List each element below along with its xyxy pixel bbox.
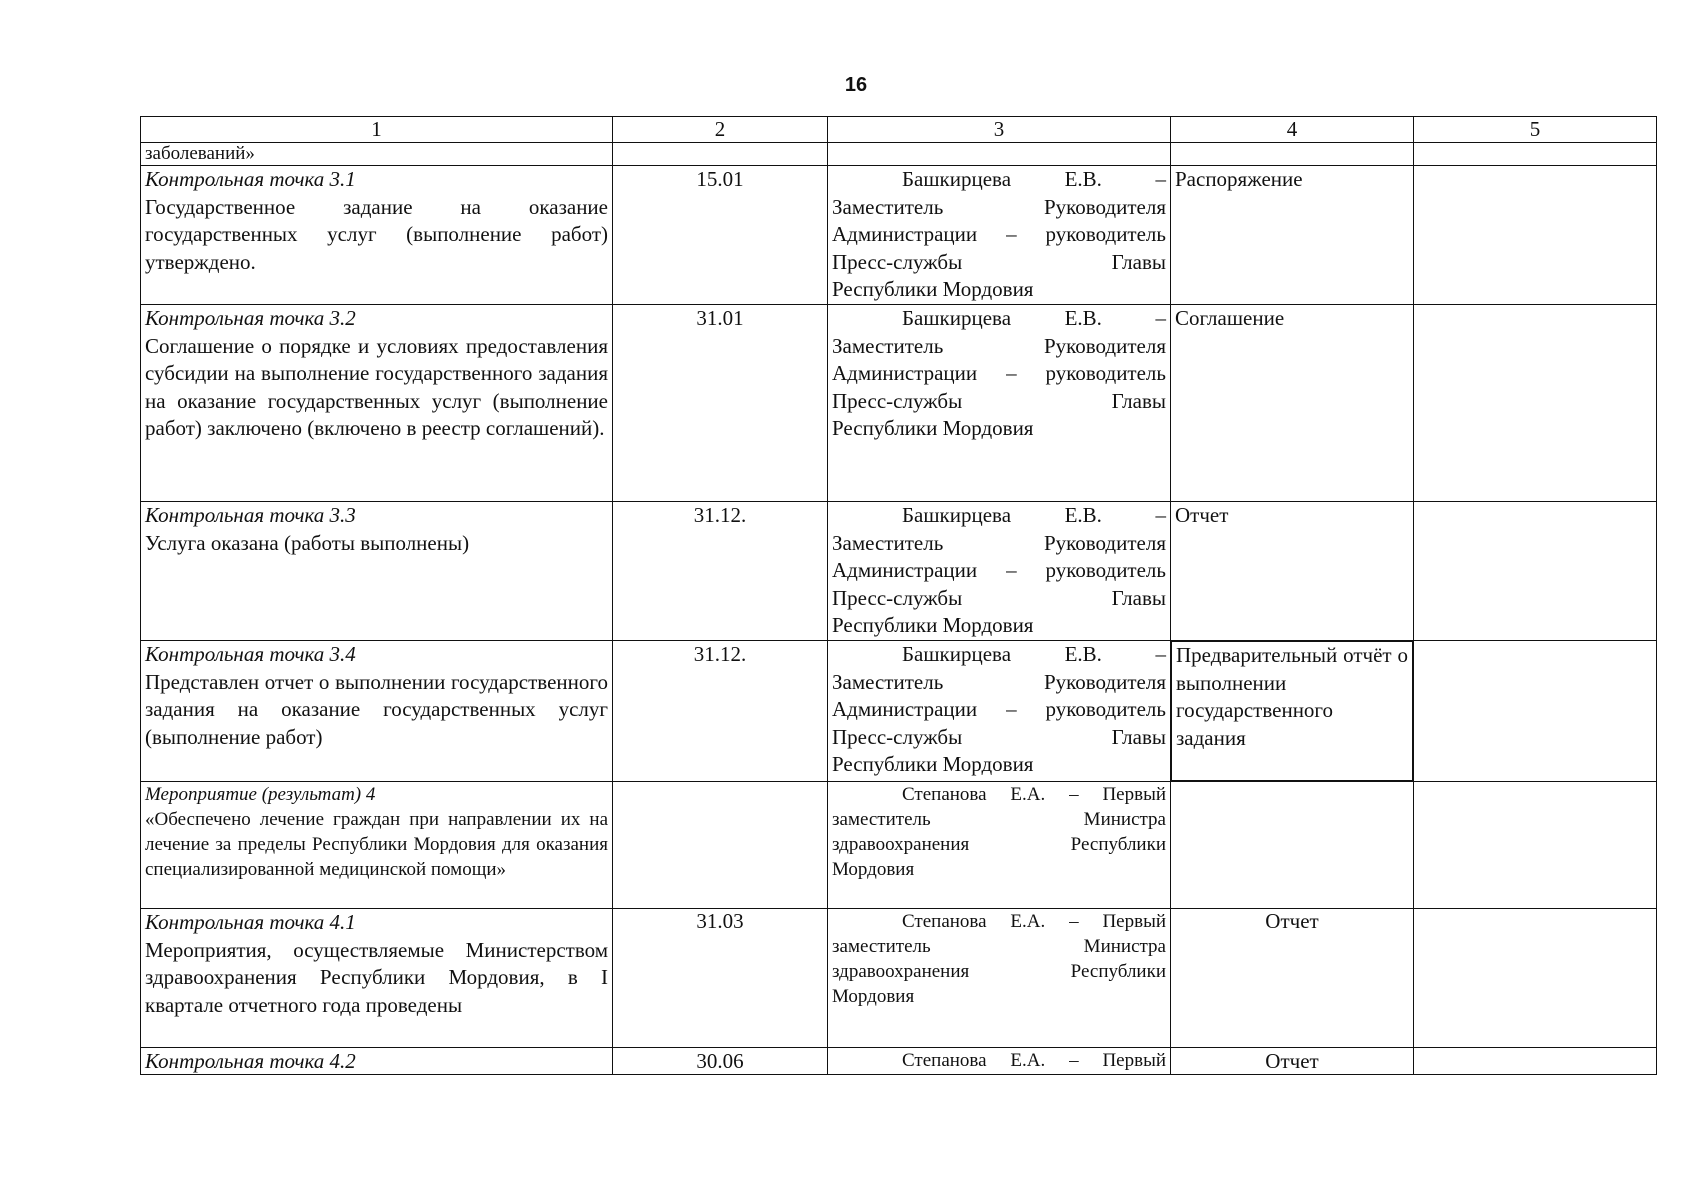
measure-description: «Обеспечено лечение граждан при направлении их на лечение за пределы Республики Мордовия для оказания специализированной медицинской помощи» [145, 809, 608, 880]
table-row [141, 1048, 1657, 1075]
document-cell: Отчет [1171, 502, 1414, 641]
responsible-line: Республики Мордовия [832, 613, 1034, 637]
document-cell [1171, 782, 1414, 909]
cell-empty [1171, 143, 1414, 166]
checkpoint-description: Представлен отчет о выполнении государственного задания на оказание государственных услуг (выполнение работ) [145, 669, 608, 749]
checkpoint-label: Контрольная точка 3.2 [145, 306, 356, 330]
document-cell: Предварительный отчёт о выполнении государственного задания [1171, 641, 1413, 781]
responsible-cell [828, 1048, 1171, 1075]
responsible-name: Степанова Е.А. – Первый [902, 784, 1166, 805]
responsible-line: Республики Мордовия [832, 752, 1034, 776]
table-row [141, 305, 1657, 502]
checkpoint-label: Контрольная точка 3.1 [145, 167, 356, 191]
info-system-cell [1414, 782, 1657, 909]
responsible-cell [828, 909, 1171, 1048]
responsible-line: Пресс-службы Главы [832, 724, 1166, 749]
column-header-5: 5 [1414, 117, 1657, 143]
info-system-cell [1414, 909, 1657, 1048]
responsible-line: Мордовия [832, 859, 915, 880]
column-header-1: 1 [141, 117, 613, 143]
cell-empty [828, 143, 1171, 166]
responsible-cell [828, 305, 1171, 502]
event-cell [141, 782, 613, 909]
info-system-cell [1414, 641, 1657, 782]
measure-label: Мероприятие (результат) 4 [145, 784, 376, 805]
continuation-text: заболеваний» [141, 143, 613, 166]
checkpoint-label: Контрольная точка 3.4 [145, 642, 356, 666]
header-row [141, 117, 1657, 143]
responsible-line: Администрации – руководитель [832, 222, 1166, 246]
deadline-cell: 31.12. [613, 641, 828, 782]
checkpoint-description: Государственное задание на оказание государственных услуг (выполнение работ) утверждено. [145, 194, 608, 274]
info-system-cell [1414, 502, 1657, 641]
responsible-line: заместитель Министра [832, 809, 1166, 830]
table-row [141, 782, 1657, 909]
responsible-line: Администрации – руководитель [832, 361, 1166, 385]
responsible-cell [828, 502, 1171, 641]
plan-table [140, 116, 1657, 1075]
responsible-name: Степанова Е.А. – Первый [902, 911, 1166, 932]
table-row [141, 909, 1657, 1048]
responsible-line: здравоохранения Республики [832, 834, 1166, 855]
responsible-line: Пресс-службы Главы [832, 388, 1166, 413]
continuation-row [141, 143, 1657, 166]
responsible-cell [828, 782, 1171, 909]
responsible-line: Заместитель Руководителя [832, 530, 1166, 555]
checkpoint-description: Мероприятия, осуществляемые Министерством здравоохранения Республики Мордовия, в I квартале отчетного года проведены [145, 937, 608, 1017]
checkpoint-label: Контрольная точка 4.2 [145, 1049, 356, 1073]
responsible-name: Башкирцева Е.В. – [902, 167, 1166, 191]
table-row [141, 641, 1657, 782]
responsible-line: Заместитель Руководителя [832, 669, 1166, 694]
responsible-name: Башкирцева Е.В. – [902, 503, 1166, 527]
checkpoint-description: Соглашение о порядке и условиях предоставления субсидии на выполнение государственного задания на оказание государственных услуг (выполнение работ) заключено (включено в реестр соглашений). [145, 333, 608, 440]
deadline-cell [613, 782, 828, 909]
deadline-cell: 31.03 [613, 909, 828, 1048]
document-cell: Отчет [1171, 1048, 1414, 1075]
checkpoint-description: Услуга оказана (работы выполнены) [145, 530, 470, 555]
deadline-cell: 30.06 [613, 1048, 828, 1075]
info-system-cell [1414, 166, 1657, 305]
responsible-line: Администрации – руководитель [832, 697, 1166, 721]
responsible-line: Администрации – руководитель [832, 558, 1166, 582]
checkpoint-label: Контрольная точка 3.3 [145, 503, 356, 527]
responsible-line: заместитель Министра [832, 936, 1166, 957]
column-header-2: 2 [613, 117, 828, 143]
info-system-cell [1414, 305, 1657, 502]
table-row [141, 502, 1657, 641]
deadline-cell: 15.01 [613, 166, 828, 305]
responsible-line: Пресс-службы Главы [832, 585, 1166, 610]
event-cell [141, 305, 613, 502]
responsible-line: Пресс-службы Главы [832, 249, 1166, 274]
page-number: 16 [844, 74, 868, 96]
checkpoint-label: Контрольная точка 4.1 [145, 910, 356, 934]
responsible-line: Республики Мордовия [832, 416, 1034, 440]
responsible-name: Степанова Е.А. – Первый [902, 1050, 1166, 1071]
event-cell [141, 1048, 613, 1075]
responsible-line: Мордовия [832, 986, 915, 1007]
deadline-cell: 31.12. [613, 502, 828, 641]
cell-empty [613, 143, 828, 166]
event-cell [141, 502, 613, 641]
event-cell [141, 166, 613, 305]
responsible-line: Заместитель Руководителя [832, 333, 1166, 358]
responsible-name: Башкирцева Е.В. – [902, 642, 1166, 666]
event-cell [141, 909, 613, 1048]
table-row [141, 166, 1657, 305]
event-cell [141, 641, 613, 782]
responsible-cell [828, 166, 1171, 305]
document-cell: Отчет [1171, 909, 1414, 1048]
column-header-3: 3 [828, 117, 1171, 143]
document-cell: Соглашение [1171, 305, 1414, 502]
responsible-line: Заместитель Руководителя [832, 194, 1166, 219]
column-header-4: 4 [1171, 117, 1414, 143]
responsible-cell [828, 641, 1171, 782]
responsible-line: Республики Мордовия [832, 277, 1034, 301]
responsible-line: здравоохранения Республики [832, 961, 1166, 982]
deadline-cell: 31.01 [613, 305, 828, 502]
responsible-name: Башкирцева Е.В. – [902, 306, 1166, 330]
info-system-cell [1414, 1048, 1657, 1075]
cell-empty [1414, 143, 1657, 166]
document-cell: Распоряжение [1171, 166, 1414, 305]
